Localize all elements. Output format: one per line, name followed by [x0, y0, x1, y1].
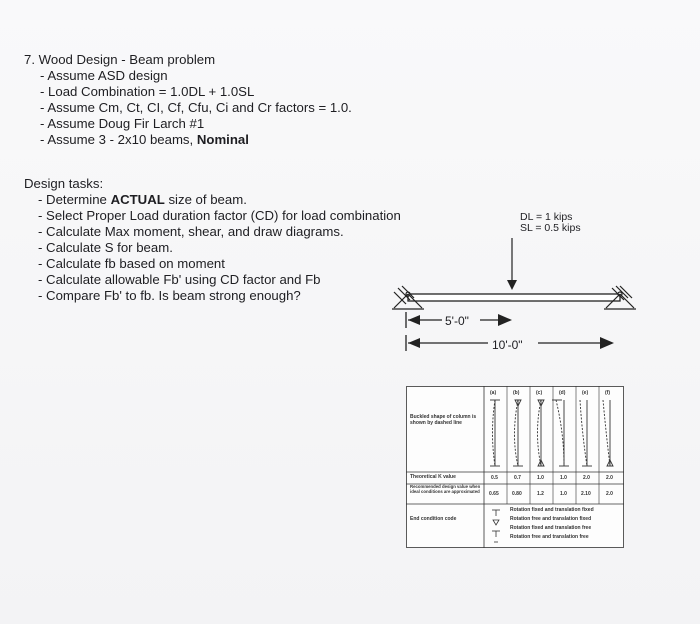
row-buckled-label: Buckled shape of column is shown by dashed line	[410, 414, 477, 426]
dim-full-arrow-left	[408, 338, 420, 348]
problem-line-factors: - Assume Cm, Ct, CI, Cf, Cfu, Ci and Cr factors = 1.0.	[40, 100, 352, 115]
problem-line-species: - Assume Doug Fir Larch #1	[40, 116, 205, 131]
dead-load-label: DL = 1 kips	[520, 211, 573, 223]
legend-free-fixed: Rotation free and translation fixed	[510, 516, 592, 522]
legend-fixed-free: Rotation fixed and translation free	[510, 525, 592, 531]
k-recommended-f: 2.0	[606, 491, 613, 497]
dimension-label-half: 5'-0"	[445, 314, 469, 328]
design-tasks	[24, 176, 401, 304]
problem-line-beams	[40, 132, 352, 148]
dim-half-arrow-right	[498, 314, 512, 326]
dim-full-arrow-right	[600, 337, 614, 349]
k-theoretical-b: 0.7	[514, 475, 521, 481]
k-theoretical-e: 2.0	[583, 475, 590, 481]
snow-load-label: SL = 0.5 kips	[520, 222, 581, 234]
task-load-duration: - Select Proper Load duration factor (CD) for load combination	[38, 208, 401, 223]
task1-post: size of beam.	[164, 192, 247, 207]
task1-bold: ACTUAL	[110, 192, 165, 207]
col-e-header: (e)	[582, 390, 589, 396]
point-load-arrowhead	[507, 280, 517, 290]
k-recommended-b: 0.80	[512, 491, 522, 497]
load-labels	[520, 212, 581, 234]
task-max-moment: - Calculate Max moment, shear, and draw diagrams.	[38, 224, 344, 239]
beams-text: - Assume 3 - 2x10 beams,	[40, 132, 197, 147]
dimension-label-full: 10'-0"	[492, 338, 523, 352]
col-f-header: (f)	[605, 390, 610, 396]
task-section-modulus: - Calculate S for beam.	[38, 240, 173, 255]
tasks-heading: Design tasks:	[24, 176, 104, 191]
task-allowable-fb: - Calculate allowable Fb' using CD factor and Fb	[38, 272, 321, 287]
dim-half-arrow-left	[408, 315, 420, 325]
k-recommended-e: 2.10	[581, 491, 591, 497]
legend-free-free: Rotation free and translation free	[510, 534, 589, 540]
k-recommended-a: 0.65	[489, 491, 499, 497]
col-c-header: (c)	[536, 390, 543, 396]
k-theoretical-d: 1.0	[560, 475, 567, 481]
k-factor-table	[406, 386, 624, 553]
task-fb: - Calculate fb based on moment	[38, 256, 225, 271]
task-compare: - Compare Fb' to fb. Is beam strong enough?	[38, 288, 301, 303]
beam	[408, 294, 620, 301]
problem-line-asd: - Assume ASD design	[40, 68, 168, 83]
col-b-header: (b)	[513, 390, 520, 396]
k-table-grid	[406, 386, 624, 548]
k-theoretical-c: 1.0	[537, 475, 544, 481]
row-end-condition-label: End condition code	[410, 516, 457, 522]
problem-statement	[24, 52, 352, 148]
problem-heading: 7. Wood Design - Beam problem	[24, 52, 216, 67]
problem-line-load-combination: - Load Combination = 1.0DL + 1.0SL	[40, 84, 255, 99]
col-d-header: (d)	[559, 390, 566, 396]
k-recommended-d: 1.0	[560, 491, 567, 497]
row-theoretical-label: Theoretical K value	[410, 474, 456, 480]
nominal-text: Nominal	[196, 132, 249, 147]
task-actual-size	[38, 192, 401, 208]
k-theoretical-f: 2.0	[606, 475, 613, 481]
task1-pre: - Determine	[38, 192, 111, 207]
col-a-header: (a)	[490, 390, 497, 396]
k-theoretical-a: 0.5	[491, 475, 498, 481]
row-recommended-label: Recommended design value when ideal conditions are approximated	[410, 484, 481, 494]
legend-fixed-fixed: Rotation fixed and translation fixed	[510, 507, 594, 513]
k-recommended-c: 1.2	[537, 491, 544, 497]
